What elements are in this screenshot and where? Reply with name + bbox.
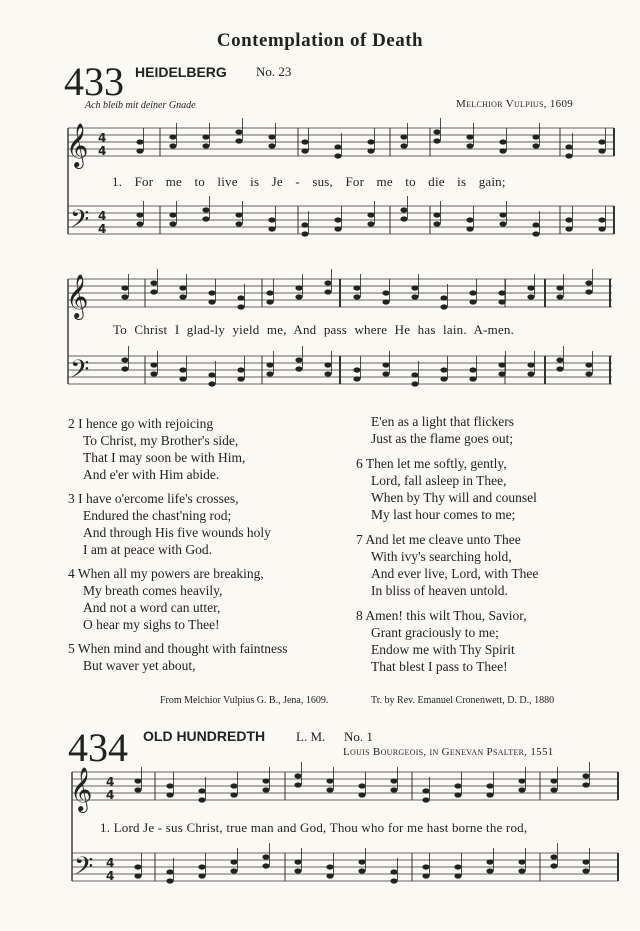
notehead	[433, 129, 440, 134]
notehead	[556, 294, 563, 299]
notehead	[166, 869, 173, 874]
notehead	[166, 792, 173, 797]
notehead	[334, 144, 341, 149]
notehead	[266, 371, 273, 376]
notehead	[518, 868, 525, 873]
notehead	[527, 371, 534, 376]
notehead	[499, 148, 506, 153]
notehead	[532, 143, 539, 148]
notehead	[550, 778, 557, 783]
notehead	[499, 221, 506, 226]
notehead	[358, 868, 365, 873]
notehead	[382, 371, 389, 376]
notehead	[486, 868, 493, 873]
notehead	[440, 376, 447, 381]
notehead	[235, 221, 242, 226]
notehead	[550, 863, 557, 868]
notehead	[550, 787, 557, 792]
notehead	[121, 366, 128, 371]
svg-text:4: 4	[106, 775, 115, 789]
notehead	[179, 285, 186, 290]
notehead	[301, 148, 308, 153]
notehead	[334, 217, 341, 222]
notehead	[598, 148, 605, 153]
notehead	[486, 783, 493, 788]
svg-text:4: 4	[106, 856, 115, 870]
notehead	[208, 290, 215, 295]
notehead	[400, 134, 407, 139]
svg-text:4: 4	[98, 209, 107, 223]
notehead	[208, 381, 215, 386]
notehead	[466, 217, 473, 222]
notehead	[358, 783, 365, 788]
notehead	[598, 226, 605, 231]
notehead	[433, 138, 440, 143]
notehead	[518, 778, 525, 783]
notehead	[565, 217, 572, 222]
notehead	[166, 878, 173, 883]
svg-text:4: 4	[98, 222, 107, 236]
notehead	[262, 863, 269, 868]
notehead	[486, 792, 493, 797]
svg-text:𝄢: 𝄢	[74, 852, 94, 887]
notehead	[262, 778, 269, 783]
svg-text:4: 4	[98, 131, 107, 145]
notehead	[382, 299, 389, 304]
notehead	[367, 139, 374, 144]
notehead	[202, 207, 209, 212]
hymn-number-434: 434	[68, 725, 128, 770]
notehead	[469, 376, 476, 381]
notehead	[295, 294, 302, 299]
notehead	[295, 366, 302, 371]
notehead	[498, 362, 505, 367]
notehead	[518, 859, 525, 864]
notehead	[294, 773, 301, 778]
svg-text:𝄢: 𝄢	[70, 355, 90, 390]
notehead	[262, 854, 269, 859]
notehead	[235, 138, 242, 143]
notehead	[440, 367, 447, 372]
tune-name: HEIDELBERG	[135, 64, 227, 80]
notehead	[582, 782, 589, 787]
notehead	[556, 357, 563, 362]
notehead	[358, 859, 365, 864]
notehead	[353, 376, 360, 381]
stanza-3: 3 I have o'ercome life's crosses, Endured the chast'ning rod; And through His five wounds holy I am at peace with God.	[68, 491, 271, 557]
notehead	[367, 212, 374, 217]
notehead	[382, 362, 389, 367]
notehead	[582, 859, 589, 864]
notehead	[532, 134, 539, 139]
notehead	[469, 299, 476, 304]
notehead	[136, 212, 143, 217]
notehead	[582, 868, 589, 873]
notehead	[499, 212, 506, 217]
notehead	[169, 143, 176, 148]
notehead	[498, 299, 505, 304]
notehead	[268, 134, 275, 139]
notehead	[367, 221, 374, 226]
lyric-line-2: To Christ I glad-ly yield me, And pass where He has lain. A-men.	[113, 322, 515, 337]
notehead	[230, 868, 237, 873]
svg-text:4: 4	[106, 788, 115, 802]
notehead	[353, 367, 360, 372]
notehead	[454, 783, 461, 788]
notehead	[518, 787, 525, 792]
notehead	[324, 289, 331, 294]
notehead	[150, 371, 157, 376]
notehead	[202, 216, 209, 221]
notehead	[324, 362, 331, 367]
notehead	[179, 294, 186, 299]
stanza-5-cont: E'en as a light that flickers Just as the flame goes out;	[371, 414, 515, 446]
notehead	[179, 367, 186, 372]
notehead	[433, 221, 440, 226]
notehead	[179, 376, 186, 381]
notehead	[150, 289, 157, 294]
stanzas-right	[356, 413, 538, 675]
notehead	[400, 207, 407, 212]
stanza-8: 8 Amen! this wilt Thou, Savior, Grant graciously to me; Endow me with Thy Spirit That blest I pass to Thee!	[356, 608, 527, 674]
notehead	[169, 212, 176, 217]
notehead	[454, 792, 461, 797]
original-text-title: Ach bleib mit deiner Gnade	[85, 100, 196, 111]
hymn-number: 433	[64, 59, 124, 104]
notehead	[469, 367, 476, 372]
notehead	[334, 226, 341, 231]
notehead	[208, 299, 215, 304]
notehead	[556, 285, 563, 290]
notehead	[527, 362, 534, 367]
notehead	[390, 778, 397, 783]
credit-right: Tr. by Rev. Emanuel Cronenwett, D. D., 1880	[371, 695, 555, 706]
notehead	[469, 290, 476, 295]
notehead	[208, 372, 215, 377]
notehead	[237, 295, 244, 300]
notehead	[527, 285, 534, 290]
notehead	[422, 864, 429, 869]
notehead	[353, 285, 360, 290]
notehead	[230, 783, 237, 788]
notehead	[198, 788, 205, 793]
notehead	[169, 134, 176, 139]
notehead	[268, 226, 275, 231]
notehead	[565, 144, 572, 149]
notehead	[486, 859, 493, 864]
notehead	[136, 148, 143, 153]
notehead	[266, 290, 273, 295]
notehead	[136, 221, 143, 226]
notehead	[411, 294, 418, 299]
credit-left: From Melchior Vulpius G. B., Jena, 1609.	[160, 695, 329, 706]
notehead	[295, 357, 302, 362]
notehead	[334, 153, 341, 158]
stanza-7: 7 And let me cleave unto Thee With ivy's searching hold, And ever live, Lord, with Thee In bliss of heaven untold.	[356, 532, 539, 598]
notehead	[301, 139, 308, 144]
notehead	[585, 289, 592, 294]
composer-434: Louis Bourgeois, in Genevan Psalter, 1551	[343, 746, 554, 758]
notehead	[433, 212, 440, 217]
notehead	[400, 143, 407, 148]
notehead	[235, 129, 242, 134]
notehead	[565, 153, 572, 158]
notehead	[150, 362, 157, 367]
notehead	[198, 864, 205, 869]
notehead	[598, 139, 605, 144]
notehead	[466, 143, 473, 148]
notehead	[134, 864, 141, 869]
notehead	[390, 787, 397, 792]
notehead	[150, 280, 157, 285]
tune-number: No. 23	[256, 64, 292, 79]
notehead	[527, 294, 534, 299]
notehead	[440, 304, 447, 309]
notehead	[202, 143, 209, 148]
notehead	[498, 371, 505, 376]
notehead	[134, 873, 141, 878]
notehead	[390, 869, 397, 874]
notehead	[499, 139, 506, 144]
stanza-6: 6 Then let me softly, gently, Lord, fall asleep in Thee, When by Thy will and counsel My last hour comes to me;	[356, 456, 537, 522]
notehead	[422, 797, 429, 802]
notehead	[262, 787, 269, 792]
notehead	[294, 859, 301, 864]
notehead	[134, 778, 141, 783]
notehead	[237, 304, 244, 309]
notehead	[268, 143, 275, 148]
notehead	[198, 873, 205, 878]
notehead	[466, 226, 473, 231]
notehead	[295, 285, 302, 290]
notehead	[230, 792, 237, 797]
notehead	[294, 868, 301, 873]
notehead	[532, 231, 539, 236]
notehead	[198, 797, 205, 802]
notehead	[134, 787, 141, 792]
stanza-4: 4 When all my powers are breaking, My breath comes heavily, And not a word can utter, O hear my sighs to Thee!	[68, 566, 264, 632]
svg-text:4: 4	[98, 144, 107, 158]
notehead	[136, 139, 143, 144]
composer: Melchior Vulpius, 1609	[456, 98, 574, 110]
notehead	[294, 782, 301, 787]
notehead	[301, 222, 308, 227]
notehead	[532, 222, 539, 227]
notehead	[301, 231, 308, 236]
notehead	[324, 371, 331, 376]
notehead	[440, 295, 447, 300]
notehead	[411, 372, 418, 377]
notehead	[565, 226, 572, 231]
notehead	[454, 864, 461, 869]
svg-text:4: 4	[106, 869, 115, 883]
svg-text:𝄢: 𝄢	[70, 205, 90, 240]
notehead	[598, 217, 605, 222]
notehead	[230, 859, 237, 864]
tune-number-434: No. 1	[344, 729, 373, 744]
svg-text:𝄞: 𝄞	[66, 274, 89, 318]
meter-434: L. M.	[296, 729, 326, 744]
notehead	[422, 873, 429, 878]
notehead	[585, 371, 592, 376]
notehead	[266, 362, 273, 367]
notehead	[326, 864, 333, 869]
lyric-line-1: 1. For me to live is Je - sus, For me to die is gain;	[112, 174, 506, 189]
notehead	[326, 787, 333, 792]
notehead	[400, 216, 407, 221]
notehead	[326, 778, 333, 783]
notehead	[353, 294, 360, 299]
notehead	[237, 376, 244, 381]
notehead	[121, 294, 128, 299]
notehead	[324, 280, 331, 285]
svg-text:𝄞: 𝄞	[70, 767, 93, 811]
notehead	[582, 773, 589, 778]
notehead	[390, 878, 397, 883]
notehead	[166, 783, 173, 788]
notehead	[556, 366, 563, 371]
notehead	[266, 299, 273, 304]
notehead	[268, 217, 275, 222]
notehead	[235, 212, 242, 217]
notehead	[422, 788, 429, 793]
notehead	[411, 285, 418, 290]
stanza-5: 5 When mind and thought with faintness But waver yet about,	[68, 641, 288, 673]
notehead	[121, 357, 128, 362]
notehead	[382, 290, 389, 295]
stanza-2: 2 I hence go with rejoicing To Christ, my Brother's side, That I may soon be with Him, And e'er with Him abide.	[68, 416, 246, 482]
notehead	[237, 367, 244, 372]
notehead	[367, 148, 374, 153]
notehead	[121, 285, 128, 290]
notehead	[466, 134, 473, 139]
stanzas-left	[68, 415, 287, 674]
notehead	[169, 221, 176, 226]
notehead	[202, 134, 209, 139]
notehead	[411, 381, 418, 386]
tune-name-434: OLD HUNDREDTH	[143, 728, 266, 744]
notehead	[585, 280, 592, 285]
notehead	[358, 792, 365, 797]
notehead	[585, 362, 592, 367]
notehead	[454, 873, 461, 878]
svg-text:𝄞: 𝄞	[66, 123, 89, 167]
notehead	[326, 873, 333, 878]
notehead	[498, 290, 505, 295]
page-title: Contemplation of Death	[216, 30, 424, 51]
notehead	[550, 854, 557, 859]
lyric-line-434: 1. Lord Je - sus Christ, true man and God, Thou who for me hast borne the rod,	[100, 820, 528, 835]
